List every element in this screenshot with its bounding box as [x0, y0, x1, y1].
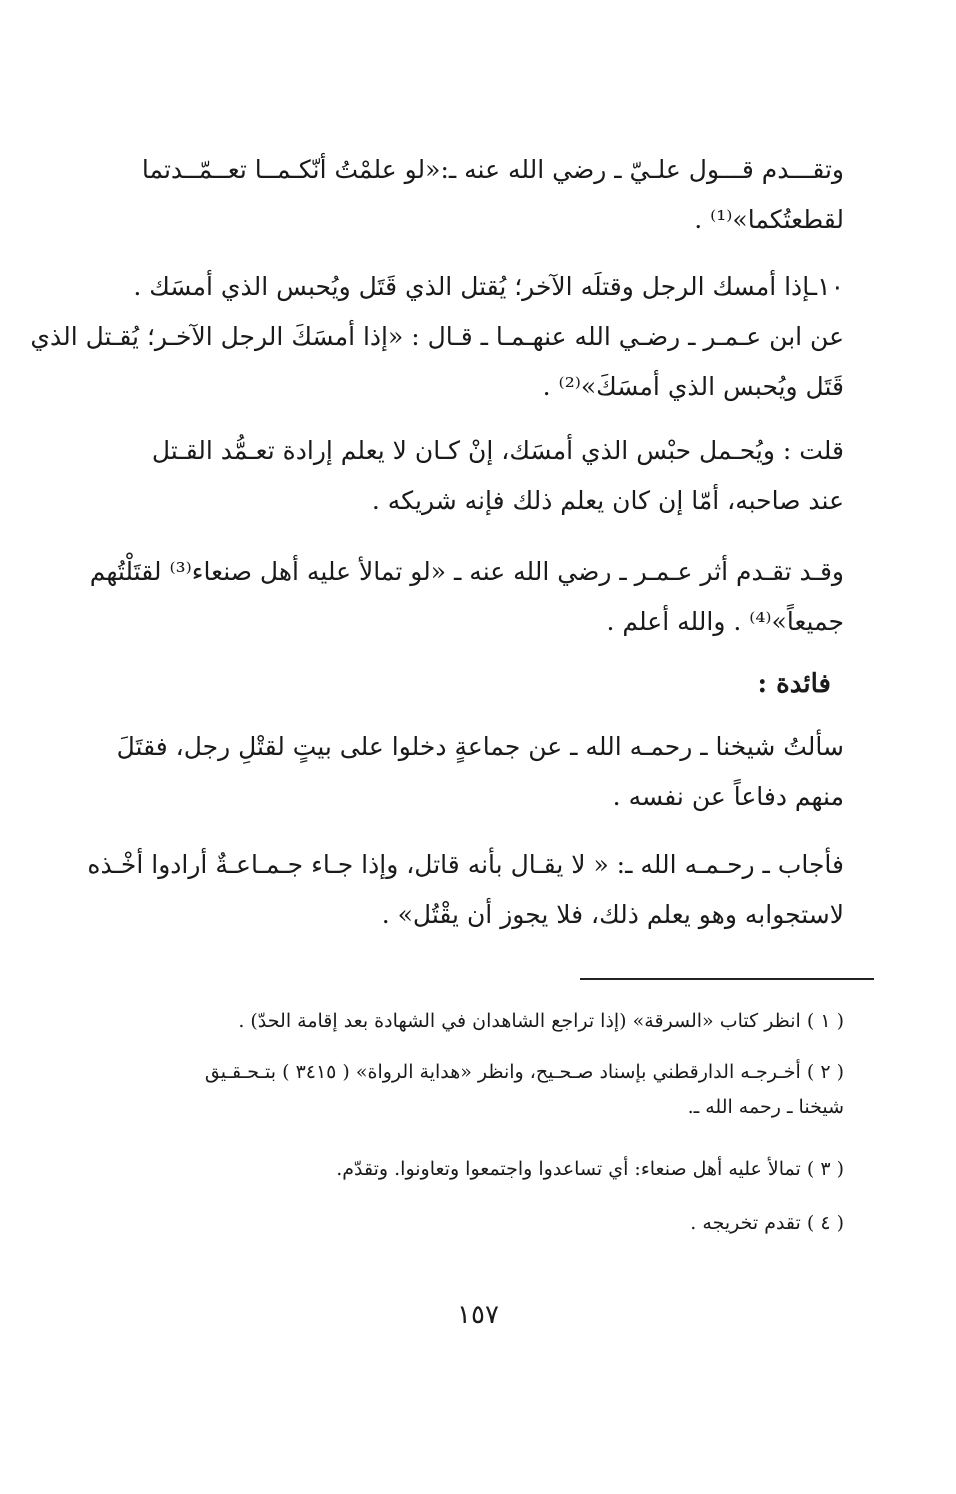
text-line: لقطعتُكما»⁽¹⁾ .	[694, 205, 844, 234]
page-number: ١٥٧	[457, 1300, 499, 1330]
text-line: عن ابن عـمـر ـ رضـي الله عنهـمـا ـ قـال : «إذا أمسَكَ الرجل الآخـر؛ يُقـتل الذي	[30, 322, 844, 351]
paragraph-umar-athar	[89, 547, 844, 647]
paragraph-answer	[87, 840, 844, 940]
text-line: وتقـــدم قـــول علـيّ ـ رضي الله عنه ـ:«لو علمْتُ أنّكـمــا تعــمّــدتما	[141, 155, 844, 184]
paragraph-ruling-10	[30, 262, 844, 412]
footnote-line: ( ٤ ) تقدم تخريجه .	[690, 1212, 844, 1234]
footnote-2	[104, 1055, 844, 1125]
text-line: عند صاحبه، أمّا إن كان يعلم ذلك فإنه شريكه .	[371, 486, 844, 515]
text-line: جميعاً»⁽⁴⁾ . والله أعلم .	[606, 607, 844, 636]
text-line: فأجاب ـ رحـمـه الله ـ: « لا يقـال بأنه قاتل، وإذا جـاء جـمـاعـةٌ أرادوا أخْـذه	[87, 850, 844, 879]
footnote-line: ( ١ ) انظر كتاب «السرقة» (إذا تراجع الشاهدان في الشهادة بعد إقامة الحدّ) .	[238, 1010, 844, 1032]
text-line: وقـد تقـدم أثر عـمـر ـ رضي الله عنه ـ «لو تمالأ عليه أهل صنعاء⁽³⁾ لقتَلْتُهم	[89, 557, 844, 586]
text-line: قلت : ويُحـمل حبْس الذي أمسَك، إنْ كـان لا يعلم إرادة تعـمُّد القـتل	[151, 436, 844, 465]
footnote-line: ( ٢ ) أخـرجـه الدارقطني بإسناد صـحـيح، وانظر «هداية الرواة» ( ٣٤١٥ ) بتـحـقـيق	[204, 1061, 844, 1083]
paragraph-commentary	[104, 426, 844, 526]
footnote-divider	[580, 978, 874, 980]
footnote-3	[104, 1152, 844, 1187]
footnote-4	[104, 1206, 844, 1241]
paragraph-question	[104, 722, 844, 822]
section-heading: فائدة :	[757, 669, 831, 699]
text-line: ١٠ـإذا أمسك الرجل وقتلَه الآخر؛ يُقتل الذي قَتَل ويُحبس الذي أمسَك .	[133, 272, 844, 301]
text-line: منهم دفاعاً عن نفسه .	[612, 782, 844, 811]
footnote-line: شيخنا ـ رحمه الله ـ.	[687, 1096, 844, 1118]
text-line: لاستجوابه وهو يعلم ذلك، فلا يجوز أن يقْتُل» .	[381, 900, 844, 929]
text-line: قَتَل ويُحبس الذي أمسَكَ»⁽²⁾ .	[542, 372, 844, 401]
paragraph-ali-quote	[104, 145, 844, 245]
text-line: سألتُ شيخنا ـ رحمـه الله ـ عن جماعةٍ دخلوا على بيتٍ لقتْلِ رجل، فقتَلَ	[116, 732, 844, 761]
footnote-line: ( ٣ ) تمالأ عليه أهل صنعاء: أي تساعدوا واجتمعوا وتعاونوا. وتقدّم.	[336, 1158, 844, 1180]
footnote-1	[104, 1004, 844, 1039]
